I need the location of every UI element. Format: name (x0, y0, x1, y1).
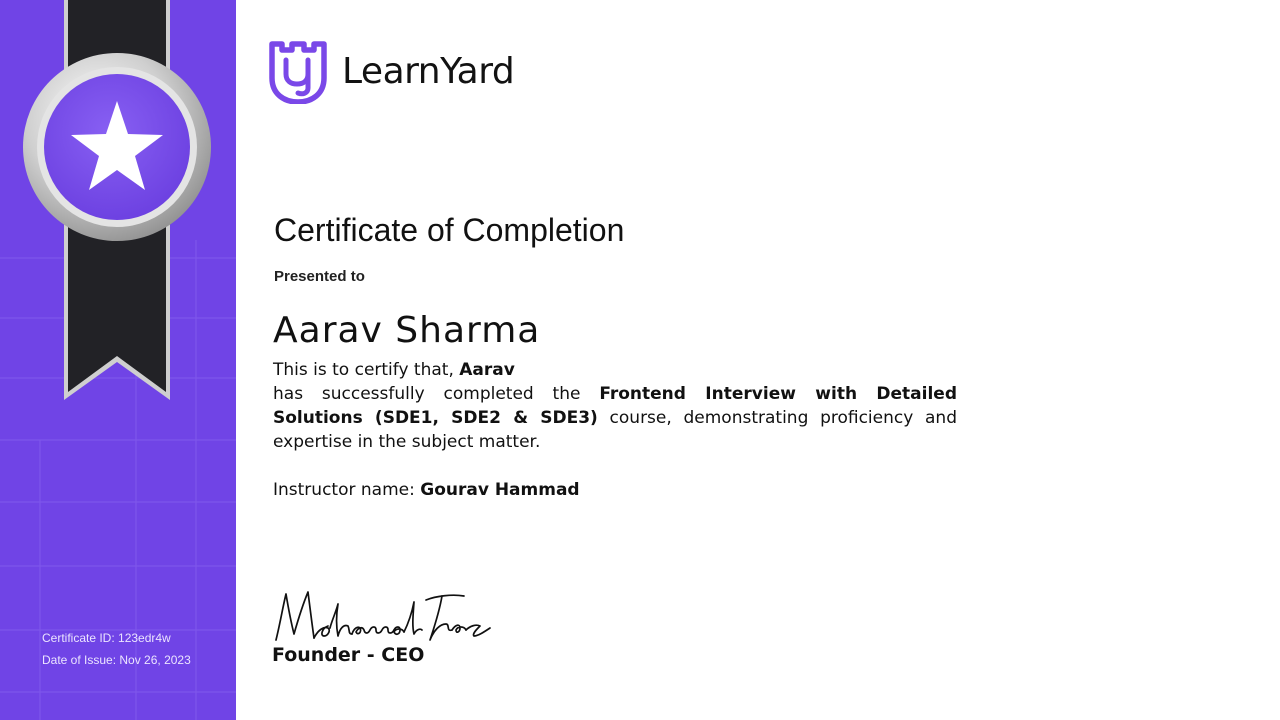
signer-role: Founder - CEO (272, 644, 425, 666)
certify-name: Aarav (459, 360, 515, 380)
brand-logo (268, 36, 514, 106)
recipient-name: Aarav Sharma (273, 310, 541, 351)
spacer (273, 454, 957, 478)
star-medal-icon (22, 52, 212, 242)
instructor-name: Gourav Hammad (420, 480, 580, 500)
certificate-body (273, 358, 957, 502)
handwritten-signature (270, 582, 496, 646)
presented-label: Presented to (274, 268, 365, 285)
course-name: Frontend Interview with Detailed Solutions (SDE1, SDE2 & SDE3) (273, 384, 958, 428)
certificate-meta (42, 627, 191, 671)
completed-suffix: course, demonstrating proficiency and expertise in the subject matter. (273, 408, 957, 452)
certify-prefix: This is to certify that, (273, 360, 454, 380)
decorative-sidebar (0, 0, 236, 720)
instructor-line (273, 478, 957, 502)
instructor-label: Instructor name: (273, 480, 415, 500)
certificate-title: Certificate of Completion (274, 212, 625, 248)
issue-date: Date of Issue: Nov 26, 2023 (42, 653, 191, 667)
learnyard-logo-icon (268, 38, 328, 104)
certify-line (273, 358, 957, 382)
completion-statement (273, 382, 957, 454)
brand-name: LearnYard (342, 50, 515, 92)
completed-prefix: has successfully completed the (273, 384, 581, 404)
certificate-id: Certificate ID: 123edr4w (42, 631, 171, 645)
